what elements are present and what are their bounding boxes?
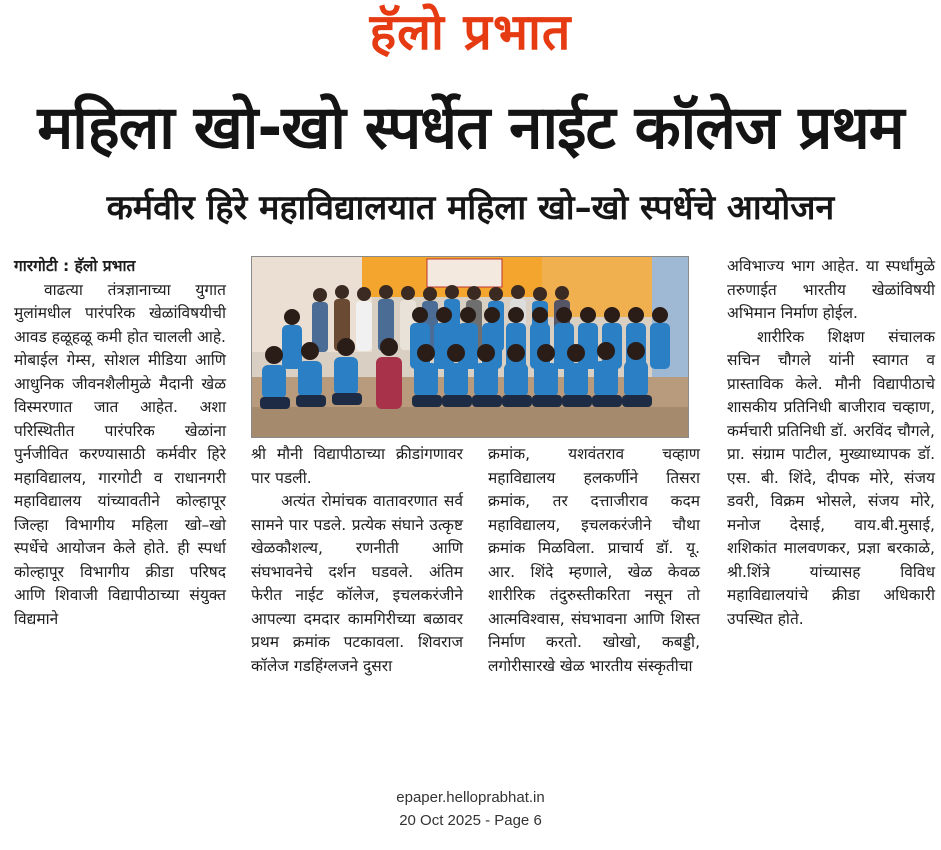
article-column-2 <box>251 443 463 678</box>
article-column-1 <box>14 255 226 631</box>
paragraph: क्रमांक, यशवंतराव चव्हाण महाविद्यालय हलकर्णीने तिसरा क्रमांक, तर दत्ताजीराव कदम महाविद्यालय, इचलकरंजीने चौथा क्रमांक मिळविला. प्राचार्य डॉ. यू. आर. शिंदे म्हणाले, खेळ केवळ शारीरिक तंदुरुस्तीकरिता नसून तो आत्मविश्वास, संघभावना आणि शिस्त निर्माण करतो. खोखो, कबड्डी, लगोरीसारखे खेळ भारतीय संस्कृतीचा <box>488 445 700 675</box>
paragraph: वाढत्या तंत्रज्ञानाच्या युगात मुलांमधील पारंपरिक खेळांविषयीची आवड हळूहळू कमी होत चालली आहे. मोबाईल गेम्स, सोशल मीडिया आणि आधुनिक जीवनशैलीमुळे मैदानी खेळ विस्मरणात जात आहेत. अशा परिस्थितीत पारंपरिक खेळांना पुर्नजीवित करण्यासाठी कर्मवीर हिरे महाविद्यालय, गारगोटी व राधानगरी महाविद्यालय यांच्यावतीने कोल्हापूर जिल्हा विभागीय महिला खो–खो स्पर्धेचे आयोजन केले होते. ही स्पर्धा कोल्हापूर विभागीय क्रीडा परिषद आणि शिवाजी विद्यापीठाच्या संयुक्त विद्यमाने <box>14 280 226 628</box>
subheadline: कर्मवीर हिरे महाविद्यालयात महिला खो–खो स्पर्धेचे आयोजन <box>106 188 835 228</box>
paragraph: श्री मौनी विद्यापीठाच्या क्रीडांगणावर पार पडली. <box>251 445 463 487</box>
date-page-label: 20 Oct 2025 - Page 6 <box>399 812 542 829</box>
team-photo <box>251 256 689 438</box>
masthead-logo: हॅलो प्रभात <box>369 2 572 61</box>
epaper-url[interactable]: epaper.helloprabhat.in <box>396 789 545 806</box>
paragraph: अत्यंत रोमांचक वातावरणात सर्व सामने पार पडले. प्रत्येक संघाने उत्कृष्ट खेळकौशल्य, रणनीती आणि संघभावनेचे दर्शन घडवले. अंतिम फेरीत नाईट कॉलेज, इचलकरंजीने आपल्या दमदार कामगिरीच्या बळावर प्रथम क्रमांक पटकावला. शिवराज कॉलेज गडहिंग्लजने दुसरा <box>251 492 463 675</box>
article-column-3 <box>488 443 700 678</box>
headline: महिला खो-खो स्पर्धेत नाईट कॉलेज प्रथम <box>37 93 904 163</box>
paragraph: शारीरिक शिक्षण संचालक सचिन चौगले यांनी स्वागत व प्रास्ताविक केले. मौनी विद्यापीठाचे शासकीय प्रतिनिधी बाजीराव चव्हाण, कर्मचारी प्रतिनिधी डॉ. अरविंद चौगले, प्रा. संग्राम पाटील, मुख्याध्यापक डॉ. एस. बी. शिंदे, दीपक मोरे, संजय डवरी, विक्रम भोसले, संजय मोरे, मनोज देसाई, वाय.बी.मुसाई, शशिकांत मालवणकर, प्रज्ञा बरकाळे, श्री.शिंत्रे यांच्यासह विविध महाविद्यालयांचे क्रीडा अधिकारी उपस्थित होते. <box>727 327 935 628</box>
page-footer <box>0 786 941 832</box>
dateline: गारगोटी : हॅलो प्रभात <box>14 257 136 275</box>
paragraph: अविभाज्य भाग आहेत. या स्पर्धांमुळे तरुणाईत भारतीय खेळांविषयी अभिमान निर्माण होईल. <box>727 257 935 322</box>
article-column-4 <box>727 255 935 631</box>
